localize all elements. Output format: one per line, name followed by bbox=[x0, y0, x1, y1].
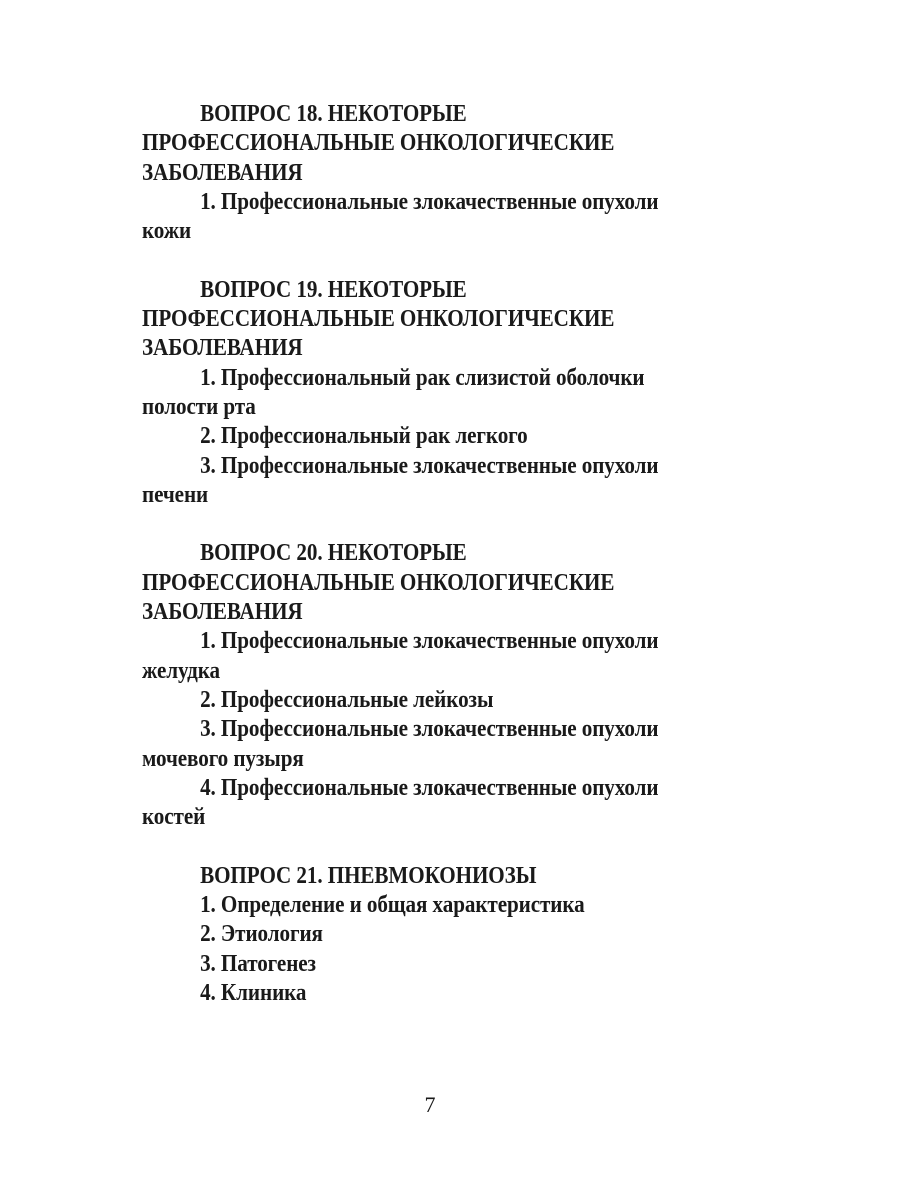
question-item-continuation: печени bbox=[142, 481, 209, 508]
question-title-line: ЗАБОЛЕВАНИЯ bbox=[142, 599, 303, 626]
question-item: 4. Клиника bbox=[200, 979, 307, 1006]
question-section bbox=[142, 862, 762, 1008]
question-title-line: ВОПРОС 21. ПНЕВМОКОНИОЗЫ bbox=[200, 862, 537, 889]
question-item-continuation: костей bbox=[142, 804, 206, 831]
question-item: 1. Профессиональные злокачественные опухоли bbox=[200, 188, 659, 215]
question-item-continuation: кожи bbox=[142, 218, 192, 245]
question-item: 3. Профессиональные злокачественные опухоли bbox=[200, 716, 659, 743]
question-item: 1. Определение и общая характеристика bbox=[200, 892, 585, 919]
question-section bbox=[142, 100, 762, 246]
question-title-line: ЗАБОЛЕВАНИЯ bbox=[142, 159, 303, 186]
question-item: 2. Профессиональные лейкозы bbox=[200, 686, 494, 713]
question-item-continuation: мочевого пузыря bbox=[142, 745, 304, 772]
question-title-line: ВОПРОС 18. НЕКОТОРЫЕ bbox=[200, 101, 467, 127]
question-item: 2. Профессиональный рак легкого bbox=[200, 423, 528, 450]
question-section bbox=[142, 276, 762, 510]
question-item-continuation: полости рта bbox=[142, 393, 256, 420]
question-item: 4. Профессиональные злокачественные опухоли bbox=[200, 774, 659, 801]
question-item: 2. Этиология bbox=[200, 921, 323, 948]
question-item: 1. Профессиональный рак слизистой оболочки bbox=[200, 364, 645, 391]
question-title-line: ПРОФЕССИОНАЛЬНЫЕ ОНКОЛОГИЧЕСКИЕ bbox=[142, 569, 615, 596]
question-title-line: ВОПРОС 19. НЕКОТОРЫЕ bbox=[200, 276, 467, 303]
question-section bbox=[142, 539, 762, 832]
page-content bbox=[142, 100, 762, 1038]
question-title-line: ПРОФЕССИОНАЛЬНЫЕ ОНКОЛОГИЧЕСКИЕ bbox=[142, 130, 615, 157]
question-item: 1. Профессиональные злокачественные опухоли bbox=[200, 628, 659, 655]
page-number: 7 bbox=[424, 1092, 436, 1117]
question-title-line: ВОПРОС 20. НЕКОТОРЫЕ bbox=[200, 540, 467, 567]
question-item: 3. Профессиональные злокачественные опухоли bbox=[200, 452, 659, 479]
question-title-line: ЗАБОЛЕВАНИЯ bbox=[142, 335, 303, 362]
question-item-continuation: желудка bbox=[142, 657, 220, 684]
question-item: 3. Патогенез bbox=[200, 950, 316, 977]
question-title-line: ПРОФЕССИОНАЛЬНЫЕ ОНКОЛОГИЧЕСКИЕ bbox=[142, 306, 615, 333]
